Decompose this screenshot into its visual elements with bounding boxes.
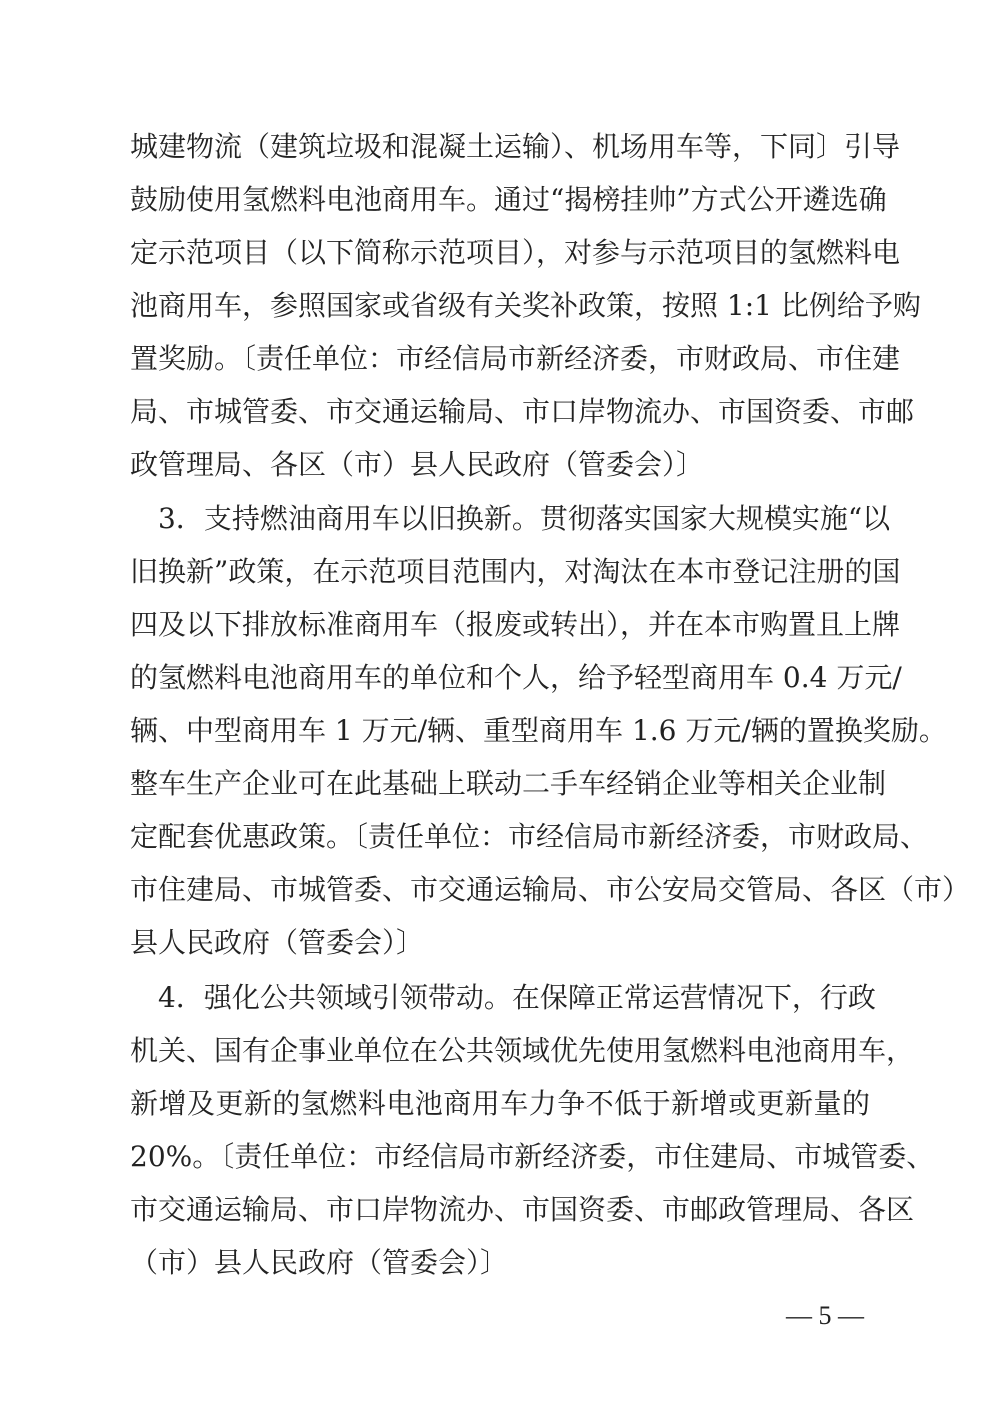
paragraph-4-heading-line: 4．强化公共领域引领带动。在保障正常运营情况下，行政 [130,981,876,1014]
text-line: 新增及更新的氢燃料电池商用车力争不低于新增或更新量的 [130,1087,870,1120]
text-line: 定配套优惠政策。〔责任单位：市经信局市新经济委，市财政局、 [130,820,929,853]
text-line: 县人民政府（管委会）〕 [130,926,425,959]
text-line: 20%。〔责任单位：市经信局市新经济委，市住建局、市城管委、 [130,1140,935,1173]
text-line: （市）县人民政府（管委会）〕 [130,1246,509,1279]
text-line: 政管理局、各区（市）县人民政府（管委会）〕 [130,448,705,481]
text-line: 池商用车，参照国家或省级有关奖补政策，按照 1:1 比例给予购 [130,289,921,322]
text-line: 市交通运输局、市口岸物流办、市国资委、市邮政管理局、各区 [130,1193,915,1226]
text-line: 的氢燃料电池商用车的单位和个人，给予轻型商用车 0.4 万元/ [130,661,902,694]
text-line: 市住建局、市城管委、市交通运输局、市公安局交管局、各区（市） [130,873,971,906]
text-line: 置奖励。〔责任单位：市经信局市新经济委，市财政局、市住建 [130,342,901,375]
text-line: 局、市城管委、市交通运输局、市口岸物流办、市国资委、市邮 [130,395,915,428]
paragraph-3-heading-line: 3．支持燃油商用车以旧换新。贯彻落实国家大规模实施“以 [130,502,891,535]
text-line: 机关、国有企事业单位在公共领域优先使用氢燃料电池商用车， [130,1034,915,1067]
text-line: 四及以下排放标准商用车（报废或转出），并在本市购置且上牌 [130,608,901,641]
text-line: 辆、中型商用车 1 万元/辆、重型商用车 1.6 万元/辆的置换奖励。 [130,714,947,747]
text-line: 鼓励使用氢燃料电池商用车。通过“揭榜挂帅”方式公开遴选确 [130,183,887,216]
text-line: 旧换新”政策，在示范项目范围内，对淘汰在本市登记注册的国 [130,555,901,588]
text-line: 城建物流（建筑垃圾和混凝土运输）、机场用车等，下同〕引导 [130,130,901,163]
text-line: 定示范项目（以下简称示范项目），对参与示范项目的氢燃料电 [130,236,901,269]
text-line: 整车生产企业可在此基础上联动二手车经销企业等相关企业制 [130,767,887,800]
page-number: — 5 — [786,1301,864,1330]
